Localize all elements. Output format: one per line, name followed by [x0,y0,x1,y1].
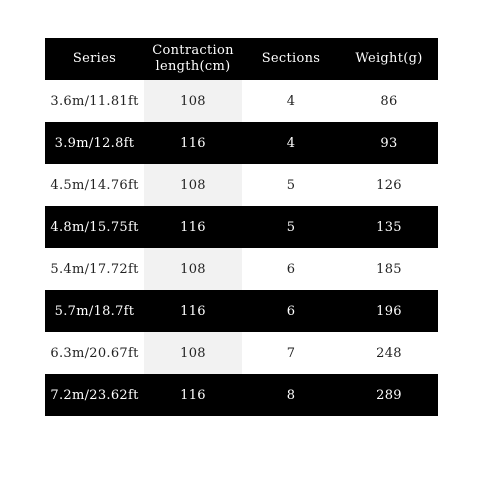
table-row [45,122,438,164]
cell-weight: 185 [340,248,438,290]
table-row [45,164,438,206]
cell-weight: 86 [340,80,438,122]
header-series: Series [45,38,144,80]
table-row [45,80,438,122]
header-contraction-length [144,38,242,80]
header-contraction-line1: Contraction [152,43,234,58]
table-row [45,332,438,374]
cell-sections: 7 [242,332,340,374]
header-contraction-line2: length(cm) [155,59,231,74]
cell-weight: 196 [340,290,438,332]
cell-weight: 126 [340,164,438,206]
cell-series: 6.3m/20.67ft [45,332,144,374]
cell-sections: 5 [242,164,340,206]
table-row [45,248,438,290]
cell-weight: 248 [340,332,438,374]
cell-series: 3.9m/12.8ft [45,122,144,164]
cell-weight: 135 [340,206,438,248]
cell-series: 5.7m/18.7ft [45,290,144,332]
cell-sections: 8 [242,374,340,416]
cell-weight: 93 [340,122,438,164]
cell-weight: 289 [340,374,438,416]
table-header [45,38,438,80]
header-weight: Weight(g) [340,38,438,80]
cell-series: 3.6m/11.81ft [45,80,144,122]
table-row [45,290,438,332]
cell-sections: 5 [242,206,340,248]
header-sections: Sections [242,38,340,80]
cell-contraction: 116 [144,122,242,164]
header-row [45,38,438,80]
cell-contraction: 116 [144,290,242,332]
cell-series: 4.5m/14.76ft [45,164,144,206]
table-body [45,80,438,416]
cell-series: 5.4m/17.72ft [45,248,144,290]
cell-sections: 4 [242,80,340,122]
table-row [45,374,438,416]
cell-series: 7.2m/23.62ft [45,374,144,416]
cell-sections: 4 [242,122,340,164]
cell-contraction: 116 [144,206,242,248]
cell-sections: 6 [242,290,340,332]
cell-contraction: 116 [144,374,242,416]
cell-contraction: 108 [144,80,242,122]
cell-contraction: 108 [144,248,242,290]
cell-contraction: 108 [144,332,242,374]
cell-sections: 6 [242,248,340,290]
cell-contraction: 108 [144,164,242,206]
table-row [45,206,438,248]
spec-table [45,38,438,416]
cell-series: 4.8m/15.75ft [45,206,144,248]
